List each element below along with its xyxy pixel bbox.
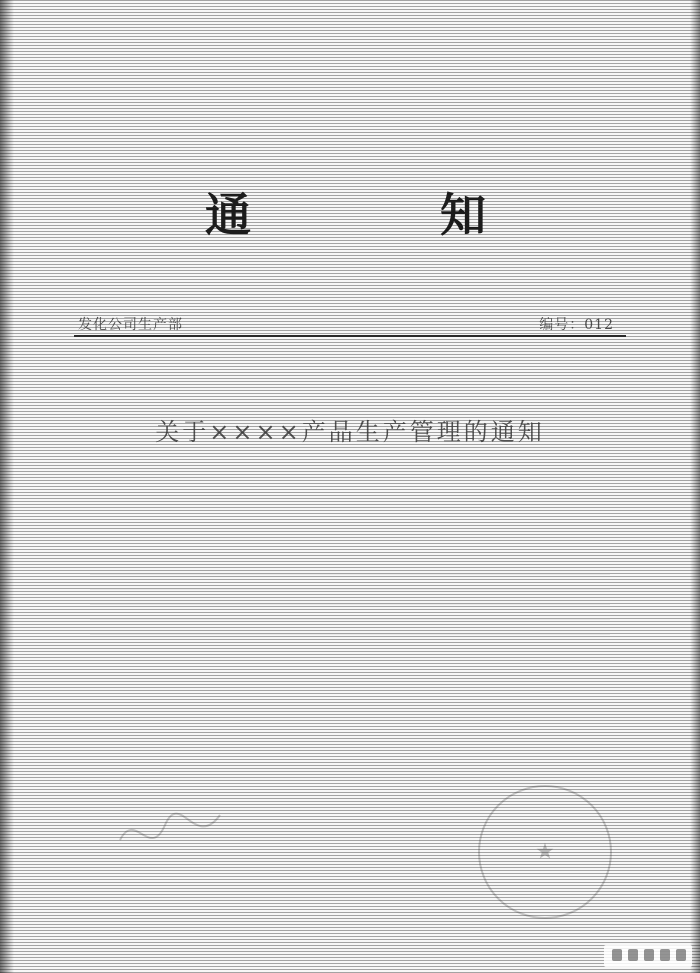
document-subject: 关于××××产品生产管理的通知 [155,418,545,446]
body-line [90,634,610,635]
body-line [90,604,610,605]
issuer-label: 发化公司生产部 [78,317,183,333]
document-body [90,560,610,649]
body-line [90,619,610,620]
body-line [90,574,610,575]
body-line [90,589,610,590]
header-divider [74,335,626,337]
page-edge-right [690,0,700,973]
document-header-row [78,314,626,336]
title-char-1: 通 [205,188,251,242]
official-seal [478,785,612,919]
title-char-2: 知 [440,188,486,242]
watermark-icon [604,945,692,967]
star-icon: ★ [535,839,555,865]
document-title [0,185,700,255]
document-number: 编号：012 [539,317,614,333]
page-edge-left [0,0,14,973]
signature-scribble [110,790,230,870]
